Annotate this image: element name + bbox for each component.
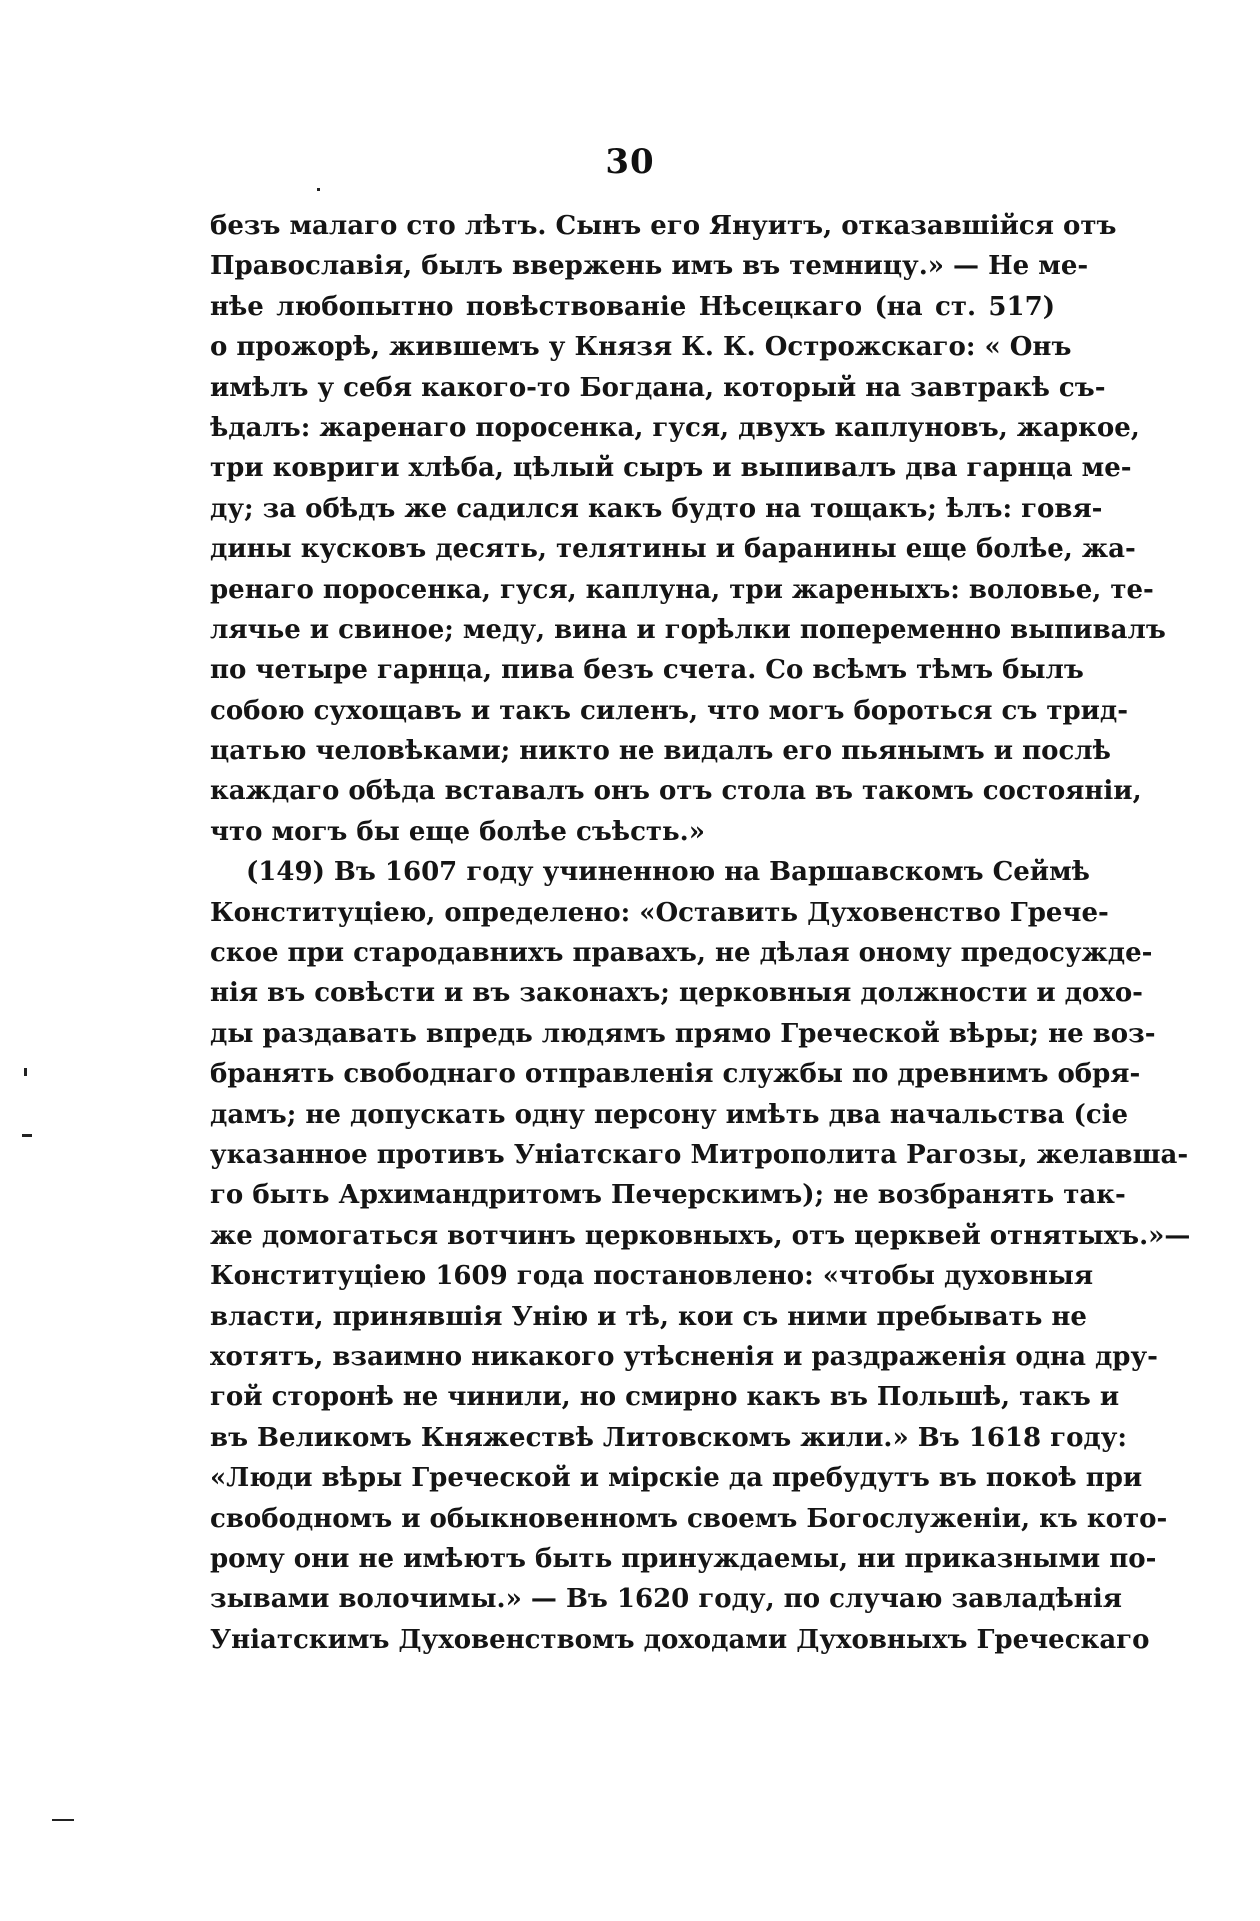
text-line: рому они не имѣютъ быть принуждаемы, ни приказными по- xyxy=(210,1543,1157,1574)
text-line: Уніатскимъ Духовенствомъ доходами Духовныхъ Греческаго xyxy=(210,1624,1150,1655)
text-line: дины кусковъ десять, телятины и баранины еще болѣе, жа- xyxy=(210,534,1136,565)
scan-mark xyxy=(22,1134,32,1137)
text-line: зывами волочимы.» — Въ 1620 году, по случаю завладѣнія xyxy=(210,1584,1122,1615)
scan-mark xyxy=(317,188,320,191)
text-line: собою сухощавъ и такъ силенъ, что могъ бороться съ трид- xyxy=(210,695,1129,726)
text-line: имѣлъ у себя какого-то Богдана, который на завтракѣ съ- xyxy=(210,372,1106,403)
text-line: нѣе любопытно повѣствованіе Нѣсецкаго (на ст. 517) xyxy=(210,291,1055,322)
footnote-149-start: (149) Въ 1607 году учиненною на Варшавскомъ Сеймѣ xyxy=(246,857,1090,888)
text-line: Православія, былъ ввержень имъ въ темницу.» — Не ме- xyxy=(210,251,1089,282)
text-line: нія въ совѣсти и въ законахъ; церковныя должности и дохо- xyxy=(210,978,1143,1009)
text-line: го быть Архимандритомъ Печерскимъ); не возбранять так- xyxy=(210,1180,1126,1211)
text-line: указанное противъ Уніатскаго Митрополита Рагозы, желавша- xyxy=(210,1139,1189,1170)
text-line: дамъ; не допускать одну персону имѣть два начальства (сіе xyxy=(210,1099,1129,1130)
text-line: о прожорѣ, жившемъ у Князя К. К. Острожскаго: « Онъ xyxy=(210,332,1072,363)
text-line: бранять свободнаго отправленія службы по древнимъ обря- xyxy=(210,1059,1141,1090)
text-line: гой сторонѣ не чинили, но смирно какъ въ Польшѣ, такъ и xyxy=(210,1382,1120,1413)
text-line: что могъ бы еще болѣе съѣсть.» xyxy=(210,816,705,847)
text-line: по четыре гарнца, пива безъ счета. Со всѣмъ тѣмъ былъ xyxy=(210,655,1084,686)
text-line: Конституціею 1609 года постановлено: «чтобы духовныя xyxy=(210,1261,1094,1292)
text-line: цатью человѣками; никто не видалъ его пьянымъ и послѣ xyxy=(210,736,1111,767)
text-line: лячье и свиное; меду, вина и горѣлки попеременно выпивалъ xyxy=(210,614,1166,645)
text-line: Конституціею, определено: «Оставить Духовенство Грече- xyxy=(210,897,1109,928)
text-line: ды раздавать впредь людямъ прямо Греческой вѣры; не воз- xyxy=(210,1018,1156,1049)
text-line: ское при стародавнихъ правахъ, не дѣлая оному предосужде- xyxy=(210,938,1153,969)
scan-mark xyxy=(52,1819,74,1821)
text-line: ду; за обѣдъ же садился какъ будто на тощакъ; ѣлъ: говя- xyxy=(210,493,1103,524)
body-text xyxy=(210,206,1191,1660)
page-number: 30 xyxy=(605,142,655,182)
text-line: ренаго поросенка, гуся, каплуна, три жареныхъ: воловье, те- xyxy=(210,574,1154,605)
text-line: въ Великомъ Княжествѣ Литовскомъ жили.» Въ 1618 году: xyxy=(210,1422,1127,1453)
text-line: ѣдалъ: жаренаго поросенка, гуся, двухъ каплуновъ, жаркое, xyxy=(210,412,1140,443)
text-line: свободномъ и обыкновенномъ своемъ Богослуженіи, къ кото- xyxy=(210,1503,1168,1534)
text-line: три ковриги хлѣба, цѣлый сыръ и выпивалъ два гарнца ме- xyxy=(210,453,1132,484)
text-line: же домогаться вотчинъ церковныхъ, отъ церквей отнятыхъ.»— xyxy=(210,1220,1191,1251)
text-line: «Люди вѣры Греческой и мірскіе да пребудутъ въ покоѣ при xyxy=(210,1463,1143,1494)
scan-mark xyxy=(24,1068,27,1076)
text-line: хотятъ, взаимно никакого утѣсненія и раздраженія одна дру- xyxy=(210,1341,1158,1372)
text-line: безъ малаго сто лѣтъ. Сынъ его Януитъ, отказавшійся отъ xyxy=(210,211,1117,241)
text-line: власти, принявшія Унію и тѣ, кои съ ними пребывать не xyxy=(210,1301,1087,1332)
text-line: каждаго обѣда вставалъ онъ отъ стола въ такомъ состояніи, xyxy=(210,776,1142,807)
